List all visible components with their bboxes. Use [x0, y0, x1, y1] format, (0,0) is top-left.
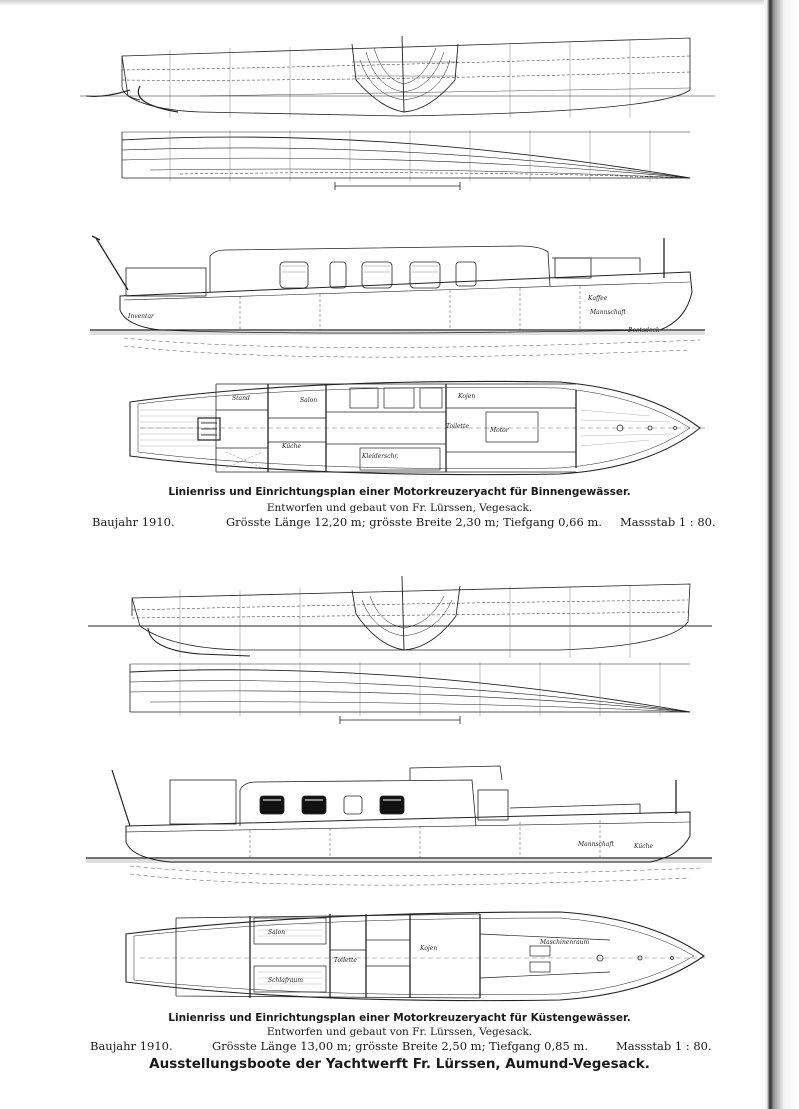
boat-2-deck-label: Salon	[268, 929, 286, 936]
boat-2-sheer-plan	[86, 766, 712, 885]
boat-2-deck-label: Toilette	[334, 957, 357, 964]
boat-1-sheer-label: Inventar	[128, 313, 154, 320]
boat-1-year: Baujahr 1910.	[92, 515, 175, 529]
boat-2-deck-plan	[126, 912, 708, 1001]
plate-title: Ausstellungsboote der Yachtwerft Fr. Lürssen, Aumund-Vegesack.	[149, 1056, 650, 1072]
boat-1-caption-builder: Entworfen und gebaut von Fr. Lürssen, Vegesack.	[266, 502, 533, 514]
boat-1-deck-label: Toilette	[446, 423, 469, 430]
boat-2-sheer-label: Mannschaft	[578, 841, 614, 848]
boat-1-sheer-label: Bootsdeck	[628, 327, 660, 334]
boat-1-sheer-label: Kaffee	[588, 295, 608, 302]
boat-2-caption-title: Linienriss und Einrichtungsplan einer Motorkreuzeryacht für Küstengewässer.	[168, 1012, 631, 1024]
boat-2-dimensions: Grösste Länge 13,00 m; grösste Breite 2,50 m; Tiefgang 0,85 m.	[212, 1039, 588, 1053]
boat-2-lines-half-breadth	[130, 662, 690, 724]
boat-2-sheer-label: Küche	[634, 843, 653, 850]
boat-1-deck-label: Küche	[282, 443, 301, 450]
boat-1-deck-label: Kleiderschr.	[362, 453, 399, 460]
boat-1-deck-label: Kojen	[458, 393, 476, 400]
boat-2-deck-label: Kojen	[420, 945, 438, 952]
boat-1-deck-label: Stand	[232, 395, 250, 402]
boat-1-scale: Massstab 1 : 80.	[620, 515, 716, 529]
boat-2-deck-label: Schlafraum	[268, 977, 304, 984]
boat-2-scale: Massstab 1 : 80.	[616, 1039, 712, 1053]
boat-2-lines-profile	[88, 576, 712, 658]
boat-1-dimensions: Grösste Länge 12,20 m; grösste Breite 2,30 m; Tiefgang 0,66 m.	[226, 515, 602, 529]
boat-1-caption-title: Linienriss und Einrichtungsplan einer Motorkreuzeryacht für Binnengewässer.	[168, 486, 631, 498]
boat-2-caption-builder: Entworfen und gebaut von Fr. Lürssen, Vegesack.	[266, 1026, 533, 1038]
boat-1-deck-label: Motor	[490, 427, 509, 434]
boat-1-deck-label: Salon	[300, 397, 318, 404]
boat-2-year: Baujahr 1910.	[90, 1039, 173, 1053]
boat-1-sheer-label: Mannschaft	[590, 309, 626, 316]
boat-2-deck-label: Maschinenraum	[540, 939, 590, 946]
